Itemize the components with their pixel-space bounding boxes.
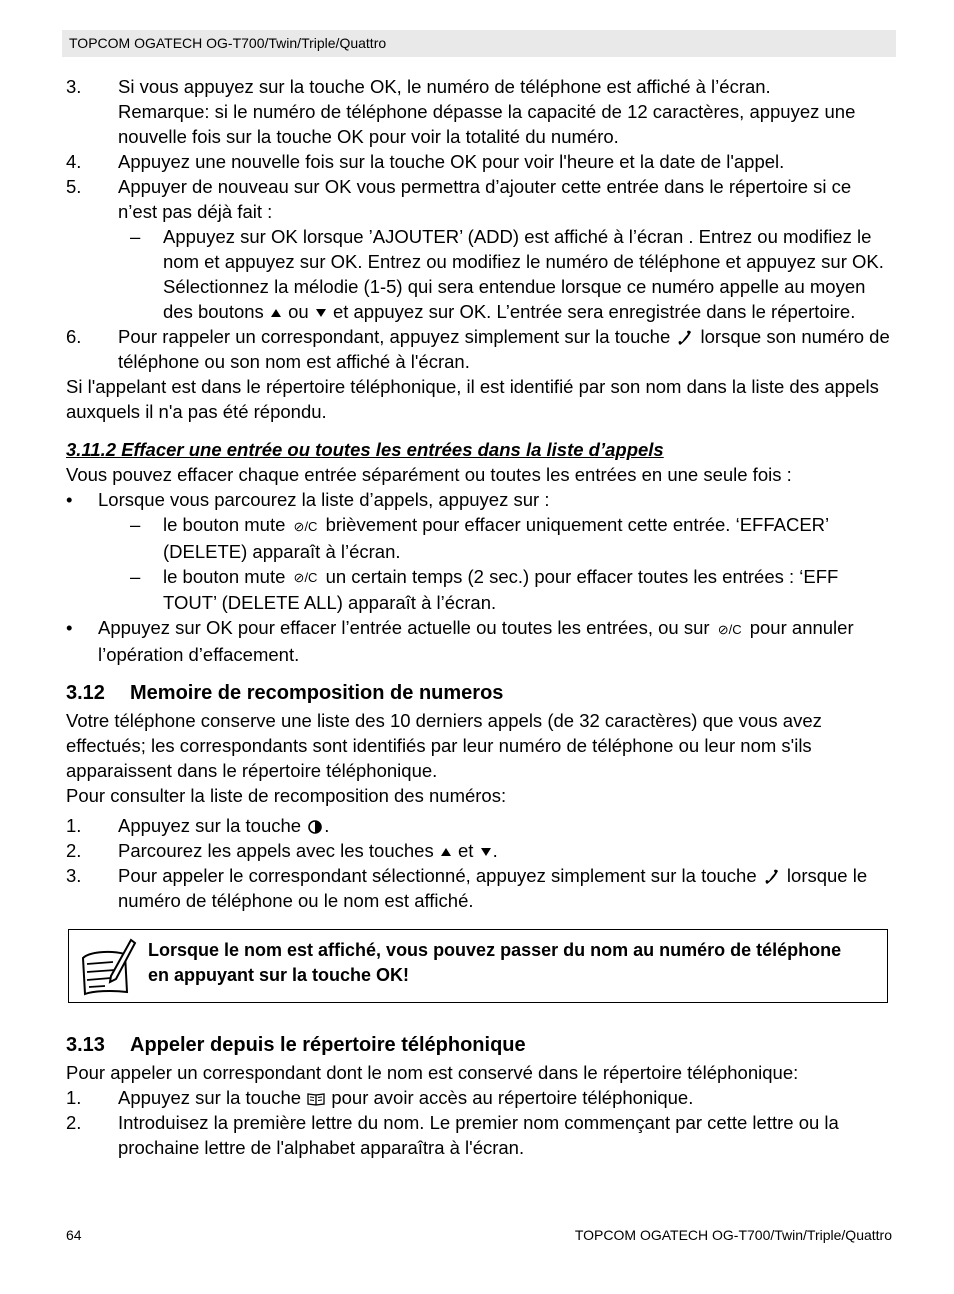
- sub-item: [66, 512, 894, 564]
- list-item: [66, 813, 894, 838]
- sub-text: et appuyez sur OK. L’entrée sera enregistrée dans le répertoire.: [332, 301, 856, 322]
- page-number: 64: [66, 1227, 82, 1243]
- mute-icon: ⊘/C: [293, 570, 318, 586]
- item-text: Pour appeler le correspondant sélectionné, appuyez simplement sur la touche: [118, 864, 757, 886]
- section-title: Memoire de recomposition de numeros: [130, 681, 504, 704]
- sub-text: brièvement pour effacer uniquement cette entrée. ‘EFFACER’ (DELETE) apparaît à l’écran.: [163, 514, 829, 562]
- bullet-item: [66, 615, 894, 667]
- bullet-marker: •: [66, 617, 73, 639]
- list-item: [66, 1110, 894, 1160]
- list-item: [66, 863, 894, 913]
- up-arrow-icon: [269, 307, 283, 319]
- phone-icon: [675, 329, 695, 347]
- bullet-item: [66, 487, 894, 512]
- item-text: .: [492, 839, 498, 861]
- paragraph: Vous pouvez effacer chaque entrée séparément ou toutes les entrées en une seule fois :: [66, 464, 792, 485]
- item-text: lorsque son numéro de téléphone ou son nom est affiché à l'écran.: [118, 326, 890, 372]
- down-arrow-icon: [314, 307, 328, 319]
- item-number: 3.: [66, 76, 82, 97]
- item-number: 2.: [66, 1111, 82, 1133]
- bullet-text: pour annuler l’opération d’effacement.: [98, 617, 854, 665]
- list-item: [66, 838, 894, 863]
- item-text: Pour rappeler un correspondant, appuyez simplement sur la touche: [118, 326, 671, 347]
- note-text: Lorsque le nom est affiché, vous pouvez passer du nom au numéro de téléphone en appuyant sur la touche OK!: [148, 939, 842, 985]
- redial-icon: [306, 819, 324, 835]
- paragraph: Votre téléphone conserve une liste des 10 derniers appels (de 32 caractères) que vous avez effectués; les correspondants sont identifiés par leur numéro de téléphone ou leur nom s'ils apparaissent dans le répertoire téléphonique.: [66, 709, 822, 781]
- item-text: Introduisez la première lettre du nom. Le premier nom commençant par cette lettre ou la prochaine lettre de l'alphabet apparaîtra à l'écran.: [118, 1111, 839, 1158]
- paragraph: Pour appeler un correspondant dont le nom est conservé dans le répertoire téléphonique:: [66, 1061, 799, 1083]
- note-box: [68, 929, 888, 1003]
- sub-item: [66, 224, 894, 324]
- phone-icon: [762, 868, 782, 886]
- paragraph: Pour consulter la liste de recomposition des numéros:: [66, 784, 507, 806]
- sub-text: le bouton mute: [163, 514, 286, 535]
- bullet-text: Lorsque vous parcourez la liste d’appels, appuyez sur :: [98, 489, 550, 510]
- note-pen-icon: [75, 936, 137, 998]
- item-text: Appuyez sur la touche: [118, 814, 302, 836]
- bullet-text: Appuyez sur OK pour effacer l’entrée actuelle ou toutes les entrées, ou sur: [98, 617, 710, 639]
- dash-marker: –: [130, 565, 141, 587]
- item-text: et: [457, 839, 474, 861]
- item-number: 4.: [66, 151, 82, 172]
- dash-marker: –: [130, 226, 141, 247]
- section-heading: [66, 681, 894, 706]
- sub-text: ou: [288, 301, 309, 322]
- item-remark: Remarque: si le numéro de téléphone dépasse la capacité de 12 caractères, appuyez une nouvelle fois sur la touche OK pour voir la totalité du numéro.: [118, 101, 856, 147]
- list-item: [66, 149, 894, 174]
- item-number: 1.: [66, 1086, 82, 1108]
- section-number: 3.12: [66, 681, 105, 704]
- item-number: 5.: [66, 176, 82, 197]
- page-header: [62, 30, 896, 57]
- list-item: [66, 1085, 894, 1110]
- list-item: [66, 324, 894, 374]
- down-arrow-icon: [479, 846, 493, 858]
- item-text: Appuyez une nouvelle fois sur la touche OK pour voir l'heure et la date de l'appel.: [118, 151, 785, 172]
- item-text: Appuyez sur la touche: [118, 1086, 302, 1108]
- sub-text: Appuyez sur OK lorsque ’AJOUTER’ (ADD) est affiché à l’écran . Entrez ou modifiez le nom et appuyez sur OK. Entrez ou modifiez le numéro de téléphone et appuyez sur OK. Sélectionnez la mélodie (1-5) qui sera entendue lorsque ce numéro appelle au moyen des boutons: [163, 226, 884, 322]
- section-title: Appeler depuis le répertoire téléphonique: [130, 1033, 526, 1056]
- page-content: [66, 74, 894, 1160]
- phonebook-icon: [306, 1091, 326, 1107]
- item-number: 1.: [66, 814, 82, 836]
- dash-marker: –: [130, 514, 141, 535]
- section-heading: [66, 1033, 894, 1058]
- paragraph: Si l'appelant est dans le répertoire téléphonique, il est identifié par son nom dans la liste des appels auxquels il n'a pas été répondu.: [66, 376, 879, 422]
- item-text: lorsque le numéro de téléphone ou le nom est affiché.: [118, 864, 868, 911]
- subsection-heading: 3.11.2 Effacer une entrée ou toutes les entrées dans la liste d’appels: [66, 439, 664, 460]
- item-text: pour avoir accès au répertoire téléphonique.: [331, 1086, 694, 1108]
- section-number: 3.13: [66, 1033, 105, 1056]
- item-text: Si vous appuyez sur la touche OK, le numéro de téléphone est affiché à l’écran.: [118, 76, 771, 97]
- footer-title: TOPCOM OGATECH OG-T700/Twin/Triple/Quattro: [574, 1227, 892, 1243]
- mute-icon: ⊘/C: [293, 518, 318, 534]
- item-number: 6.: [66, 326, 82, 347]
- item-text: .: [324, 814, 330, 836]
- item-text: Appuyer de nouveau sur OK vous permettra d’ajouter cette entrée dans le répertoire si ce n’est pas déjà fait :: [118, 176, 852, 222]
- mute-icon: ⊘/C: [717, 621, 742, 637]
- item-number: 2.: [66, 839, 82, 861]
- item-text: Parcourez les appels avec les touches: [118, 839, 434, 861]
- up-arrow-icon: [439, 846, 453, 858]
- sub-text: un certain temps (2 sec.) pour effacer toutes les entrées : ‘EFF TOUT’ (DELETE ALL) apparaît à l’écran.: [163, 565, 839, 614]
- sub-text: le bouton mute: [163, 565, 286, 587]
- list-item: [66, 74, 894, 149]
- bullet-marker: •: [66, 489, 73, 510]
- sub-item: [66, 564, 894, 616]
- header-title: TOPCOM OGATECH OG-T700/Twin/Triple/Quattro: [69, 35, 387, 51]
- item-number: 3.: [66, 864, 82, 886]
- list-item: [66, 174, 894, 224]
